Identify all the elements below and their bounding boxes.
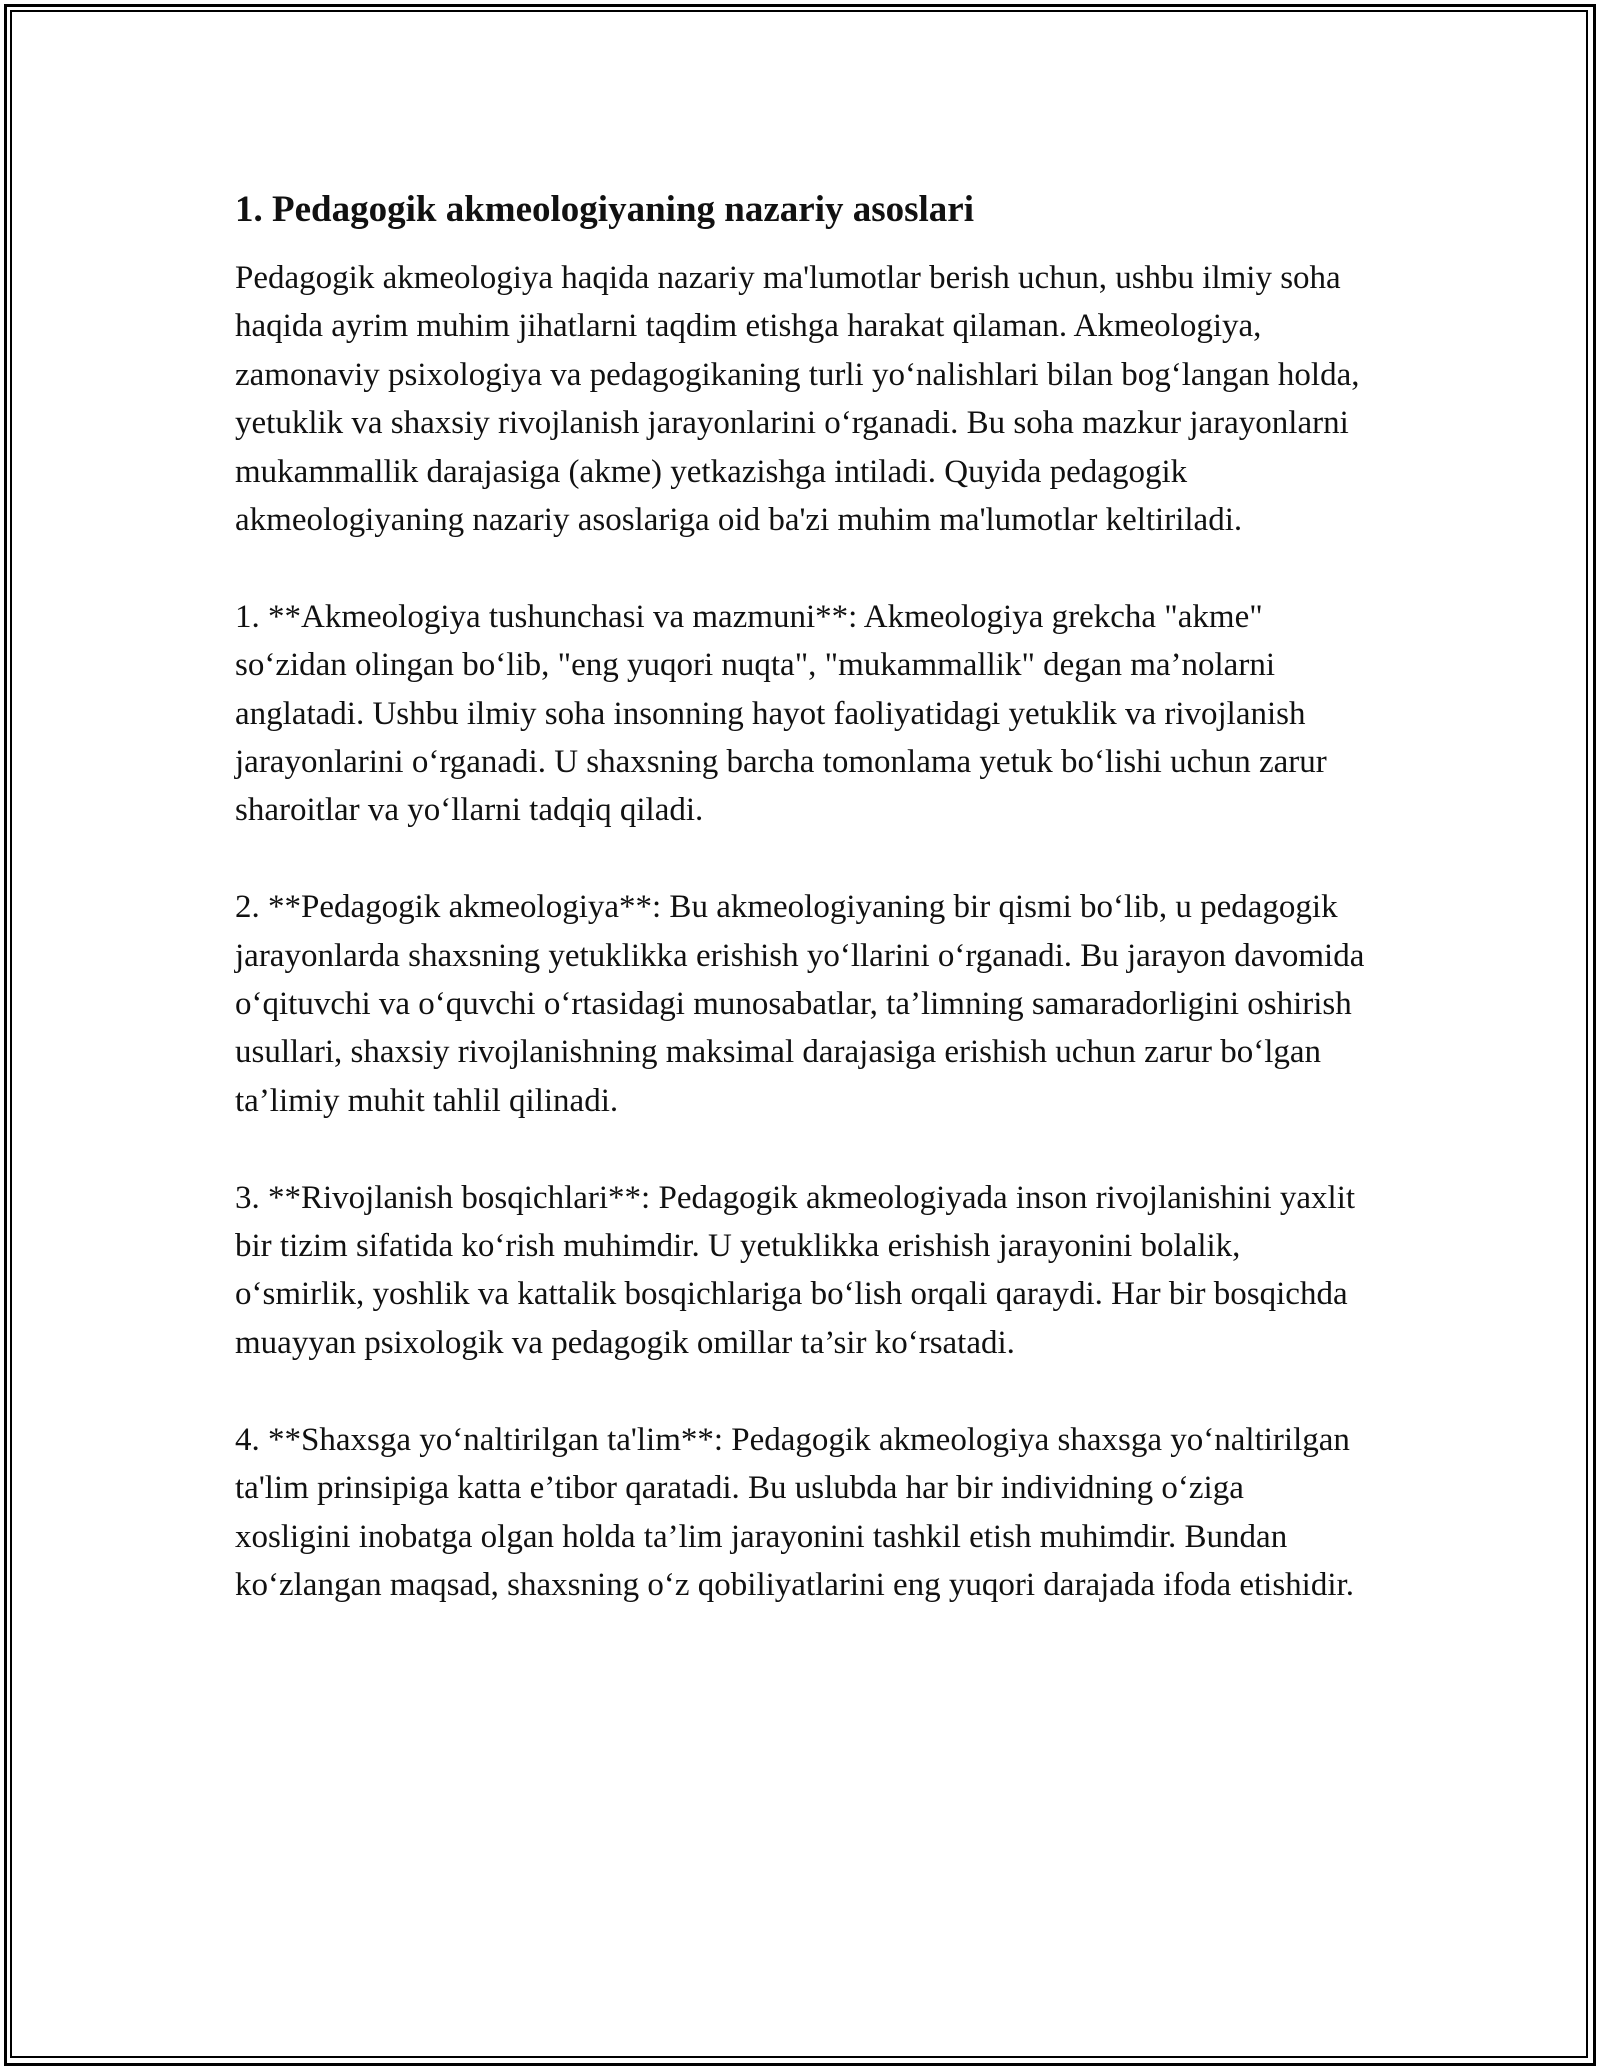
intro-paragraph: Pedagogik akmeologiya haqida nazariy ma'lumotlar berish uchun, ushbu ilmiy soha haqida ayrim muhim jihatlarni taqdim etishga harakat qilaman. Akmeologiya, zamonaviy psixologiya va pedagogikaning turli yo‘nalishlari bilan bog‘langan holda, yetuklik va shaxsiy rivojlanish jarayonlarini o‘rganadi. Bu soha mazkur jarayonlarni mukammallik darajasiga (akme) yetkazishga intiladi. Quyida pedagogik akmeologiyaning nazariy asoslariga oid ba'zi muhim ma'lumotlar keltiriladi.: [235, 260, 1360, 539]
document-title: 1. Pedagogik akmeologiyaning nazariy asoslari: [235, 189, 975, 230]
paragraph-pedagogical-akmeology: 2. **Pedagogik akmeologiya**: Bu akmeologiyaning bir qismi bo‘lib, u pedagogik jarayonlarda shaxsning yetuklikka erishish yo‘llarini o‘rganadi. Bu jarayon davomida o‘qituvchi va o‘quvchi o‘rtasidagi munosabatlar, ta’limning samaradorligini oshirish usullari, shaxsiy rivojlanishning maksimal darajasiga erishish uchun zarur bo‘lgan ta’limiy muhit tahlil qilinadi.: [235, 889, 1365, 1119]
paragraph-akmeologiya-concept: 1. **Akmeologiya tushunchasi va mazmuni**: Akmeologiya grekcha "akme" so‘zidan olingan bo‘lib, "eng yuqori nuqta", "mukammallik" degan ma’nolarni anglatadi. Ushbu ilmiy soha insonning hayot faoliyatidagi yetuklik va rivojlanish jarayonlarini o‘rganadi. U shaxsning barcha tomonlama yetuk bo‘lishi uchun zarur sharoitlar va yo‘llarni tadqiq qiladi.: [235, 598, 1327, 829]
paragraph-person-centered-education: 4. **Shaxsga yo‘naltirilgan ta'lim**: Pedagogik akmeologiya shaxsga yo‘naltirilgan ta'lim prinsipiga katta e’tibor qaratadi. Bu uslubda har bir individning o‘ziga xosligini inobatga olgan holda ta’lim jarayonini tashkil etish muhimdir. Bundan ko‘zlangan maqsad, shaxsning o‘z qobiliyatlarini eng yuqori darajada ifoda etishidir.: [235, 1421, 1354, 1603]
document-body: [235, 186, 1365, 1658]
paragraph-development-stages: 3. **Rivojlanish bosqichlari**: Pedagogik akmeologiyada inson rivojlanishini yaxlit bir tizim sifatida ko‘rish muhimdir. U yetuklikka erishish jarayonini bolalik, o‘smirlik, yoshlik va kattalik bosqichlariga bo‘lish orqali qaraydi. Har bir bosqichda muayyan psixologik va pedagogik omillar ta’sir ko‘rsatadi.: [235, 1179, 1356, 1361]
